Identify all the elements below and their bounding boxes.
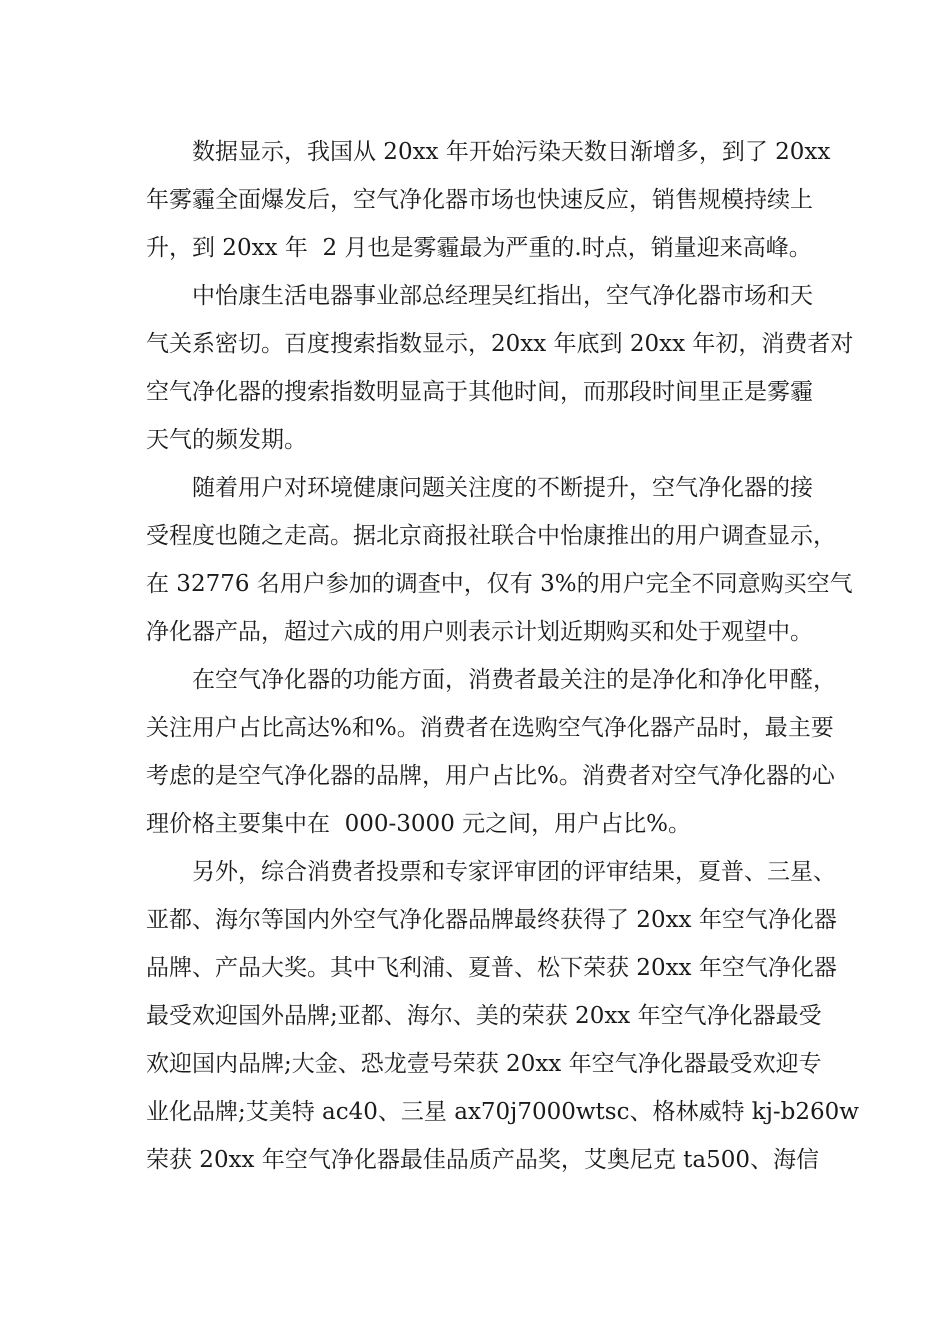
paragraph-5-line-7: 荣获 20xx 年空气净化器最佳品质产品奖，艾奥尼克 ta500、海信 — [146, 1147, 819, 1173]
paragraph-3-line-2: 受程度也随之走高。据北京商报社联合中怡康推出的用户调查显示， — [146, 523, 836, 549]
paragraph-5-line-4: 最受欢迎国外品牌;亚都、海尔、美的荣获 20xx 年空气净化器最受 — [146, 1003, 822, 1029]
paragraph-3-line-3: 在 32776 名用户参加的调查中，仅有 3%的用户完全不同意购买空气 — [146, 571, 853, 597]
paragraph-4-line-4: 理价格主要集中在 000-3000 元之间，用户占比%。 — [146, 811, 691, 837]
paragraph-4-line-2: 关注用户占比高达%和%。消费者在选购空气净化器产品时，最主要 — [146, 715, 834, 741]
paragraph-4-line-1: 在空气净化器的功能方面，消费者最关注的是净化和净化甲醛， — [192, 667, 836, 693]
paragraph-2-line-4: 天气的频发期。 — [146, 427, 307, 453]
paragraph-5-line-2: 亚都、海尔等国内外空气净化器品牌最终获得了 20xx 年空气净化器 — [146, 907, 837, 933]
paragraph-5-line-3: 品牌、产品大奖。其中飞利浦、夏普、松下荣获 20xx 年空气净化器 — [146, 955, 837, 981]
paragraph-5-line-6: 业化品牌;艾美特 ac40、三星 ax70j7000wtsc、格林威特 kj-b260w — [146, 1099, 859, 1125]
paragraph-2-line-2: 气关系密切。百度搜索指数显示，20xx 年底到 20xx 年初，消费者对 — [146, 331, 854, 357]
paragraph-1-line-2: 年雾霾全面爆发后，空气净化器市场也快速反应，销售规模持续上 — [146, 187, 813, 213]
paragraph-5-line-5: 欢迎国内品牌;大金、恐龙壹号荣获 20xx 年空气净化器最受欢迎专 — [146, 1051, 822, 1077]
paragraph-3-line-1: 随着用户对环境健康问题关注度的不断提升，空气净化器的接 — [192, 475, 813, 501]
paragraph-3-line-4: 净化器产品，超过六成的用户则表示计划近期购买和处于观望中。 — [146, 619, 813, 645]
paragraph-1-line-3: 升，到 20xx 年 2 月也是雾霾最为严重的.时点，销量迎来高峰。 — [146, 235, 812, 261]
paragraph-5-line-1: 另外，综合消费者投票和专家评审团的评审结果，夏普、三星、 — [192, 859, 836, 885]
paragraph-1-line-1: 数据显示，我国从 20xx 年开始污染天数日渐增多，到了 20xx — [192, 139, 831, 165]
paragraph-2-line-1: 中怡康生活电器事业部总经理吴红指出，空气净化器市场和天 — [192, 283, 813, 309]
paragraph-2-line-3: 空气净化器的搜索指数明显高于其他时间，而那段时间里正是雾霾 — [146, 379, 813, 405]
paragraph-4-line-3: 考虑的是空气净化器的品牌，用户占比%。消费者对空气净化器的心 — [146, 763, 835, 789]
